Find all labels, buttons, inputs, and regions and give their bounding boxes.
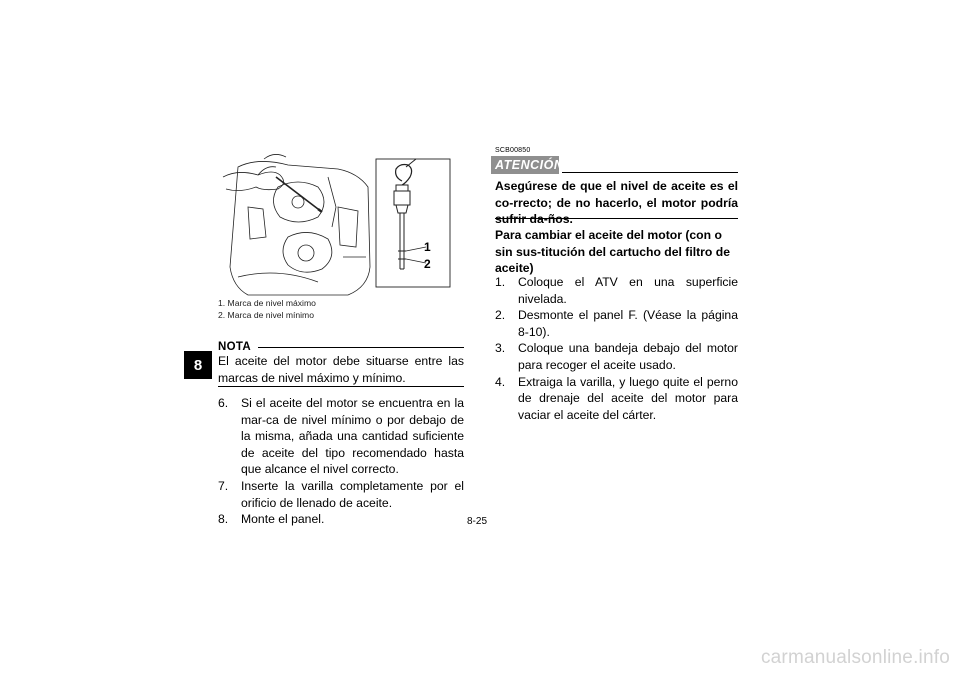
caption-min-level: 2. Marca de nivel mínimo bbox=[218, 310, 314, 320]
page-number: 8-25 bbox=[467, 516, 488, 527]
list-item: 1. Coloque el ATV en una superficie nivelada. bbox=[495, 275, 738, 306]
nota-header bbox=[218, 340, 464, 354]
warning-code: SCB00850 bbox=[495, 147, 531, 154]
list-item: 2. Desmonte el panel F. (Véase la página 8-10). bbox=[495, 308, 738, 339]
watermark-text: carmanualsonline.info bbox=[760, 647, 950, 668]
list-item: 8. Monte el panel. bbox=[218, 512, 325, 527]
nota-end-rule bbox=[218, 386, 464, 387]
list-item: 7. Inserte la varilla completamente por el orificio de llenado de aceite. bbox=[218, 478, 464, 510]
right-steps-list bbox=[495, 274, 738, 423]
nota-label: NOTA bbox=[218, 341, 251, 353]
list-item: 3. Coloque una bandeja debajo del motor para recoger el aceite usado. bbox=[495, 341, 738, 372]
callout-1: 1 bbox=[424, 240, 431, 254]
left-steps-list bbox=[218, 395, 464, 528]
nota-rule bbox=[258, 347, 464, 348]
warning-text: Asegúrese de que el nivel de aceite es el co-rrecto; de no hacerlo, el motor podría sufrir da-ños. bbox=[495, 179, 738, 227]
chapter-number: 8 bbox=[193, 356, 203, 374]
nota-text: El aceite del motor debe situarse entre las marcas de nivel máximo y mínimo. bbox=[218, 354, 464, 385]
warning-rule bbox=[562, 172, 738, 173]
list-item: 4. Extraiga la varilla, y luego quite el perno de drenaje del aceite del motor para vaciar el aceite del cárter. bbox=[495, 374, 738, 422]
warning-label: ATENCIÓN bbox=[495, 158, 564, 172]
list-item: 6. Si el aceite del motor se encuentra en la mar-ca de nivel mínimo o por debajo de la misma, añada una cantidad suficiente de aceite del tipo recomendado hasta que alcance el nivel correcto. bbox=[218, 396, 464, 477]
procedure-title: Para cambiar el aceite del motor (con o sin sus-titución del cartucho del filtro de aceite) bbox=[495, 228, 730, 276]
warning-label-box bbox=[491, 156, 564, 174]
chapter-tab bbox=[184, 351, 212, 379]
warning-end-rule bbox=[495, 218, 738, 219]
caption-max-level: 1. Marca de nivel máximo bbox=[218, 298, 316, 308]
dipstick-illustration bbox=[218, 147, 464, 297]
callout-2: 2 bbox=[424, 257, 431, 271]
